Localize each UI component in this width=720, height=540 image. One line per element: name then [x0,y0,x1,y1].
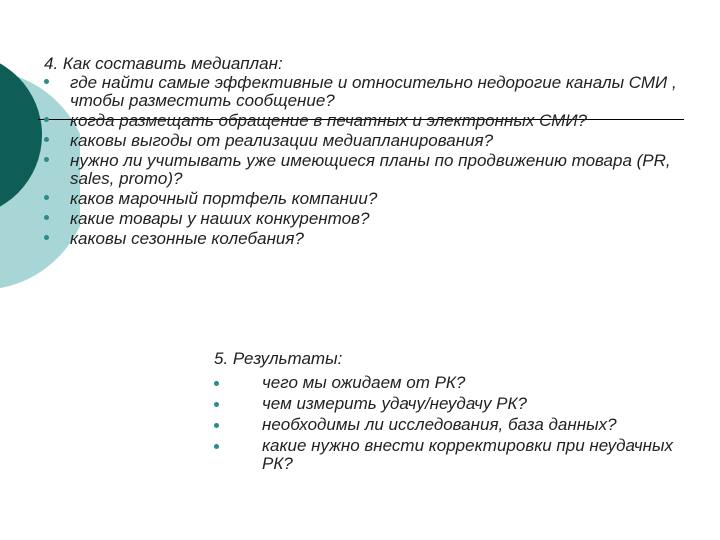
list-item: какие товары у наших конкурентов? [44,210,684,228]
list-item: нужно ли учитывать уже имеющиеся планы по продвижению товара (PR, sales, promo)? [44,152,684,188]
media-plan-title: 4. Как составить медиаплан: [44,54,283,73]
results-section [214,350,684,476]
list-item: чего мы ожидаем от РК? [214,374,684,392]
bullet-icon [44,157,49,162]
media-plan-section [44,55,684,250]
list-item: необходимы ли исследования, база данных? [214,416,684,434]
results-title: 5. Результаты: [214,349,343,368]
bullet-icon [44,215,49,220]
list-item: когда размещать обращение в печатных и электронных СМИ? [44,112,684,130]
bullet-icon [214,402,219,407]
bullet-icon [44,195,49,200]
list-item: каковы сезонные колебания? [44,230,684,248]
bullet-icon [44,235,49,240]
list-item: где найти самые эффективные и относительно недорогие каналы СМИ , чтобы разместить сообщение? [44,74,684,110]
bullet-icon [214,423,219,428]
bullet-icon [44,137,49,142]
list-item: каков марочный портфель компании? [44,190,684,208]
bullet-icon [214,381,219,386]
bullet-icon [44,117,49,122]
bullet-icon [214,444,219,449]
list-item: какие нужно внести корректировки при неудачных РК? [214,437,684,473]
list-item: чем измерить удачу/неудачу РК? [214,395,684,413]
list-item: каковы выгоды от реализации медиапланирования? [44,132,684,150]
bullet-icon [44,79,49,84]
